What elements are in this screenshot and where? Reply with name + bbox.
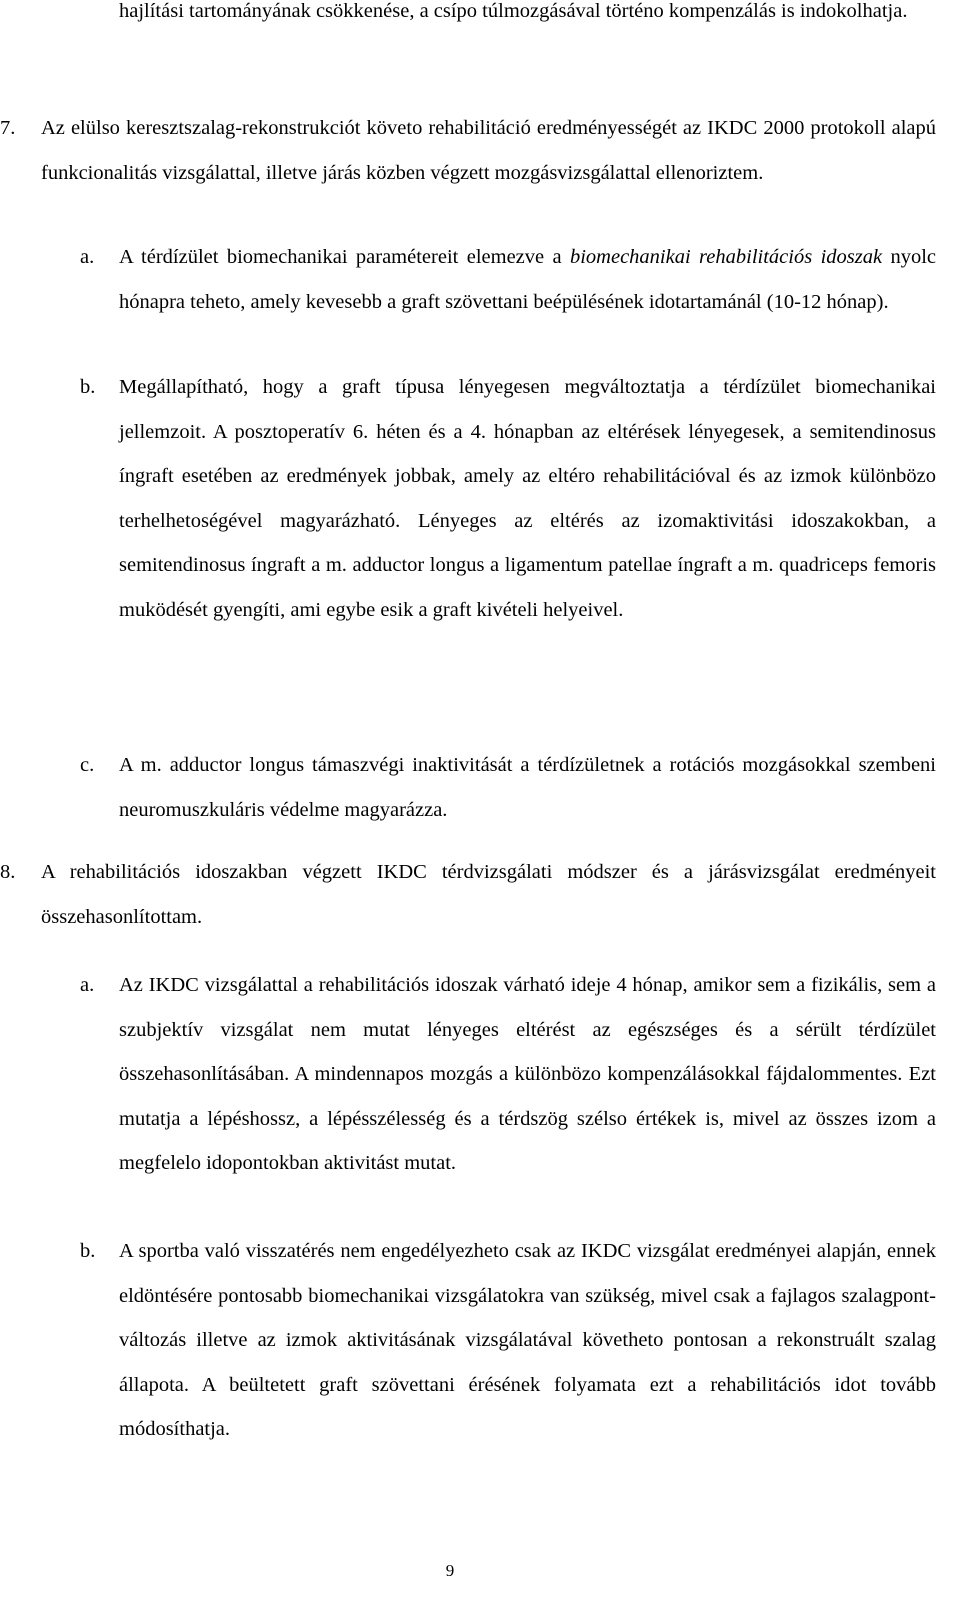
sub-item-8b [80,1229,936,1452]
italic-term: biomechanikai rehabilitációs idoszak [569,246,883,268]
sub-item-8a [80,963,936,1186]
item-text: A rehabilitációs idoszakban végzett IKDC térdvizsgálati módszer és a járásvizsgálat eredményeit összehasonlítottam. [41,861,936,928]
item-number: 7. [0,117,16,139]
continuation-paragraph: hajlítási tartományának csökkenése, a csípo túlmozgásával történo kompenzálás is indokolhatja. [119,0,908,22]
sub-item-text: Megállapítható, hogy a graft típusa lényegesen megváltoztatja a térdízület biomechanikai jellemzoit. A posztoperatív 6. héten és a 4. hónapban az eltérések lényegesek, a semitendinosus íngraft esetében az eredmények jobbak, amely az eltéro rehabilitációval és az izmok különbözo terhelhetoségével magyarázható. Lényeges az eltérés az izomaktivitási idoszakokban, a semitendinosus íngraft a m. adductor longus a ligamentum patellae íngraft a m. quadriceps femoris muködését gyengíti, ami egybe esik a graft kivételi helyeivel. [119,376,936,621]
item-number: 8. [0,861,16,883]
list-item-7 [0,106,936,195]
sub-item-letter: b. [80,1240,96,1262]
sub-item-7b [80,365,936,632]
list-item-8 [0,850,936,939]
sub-item-letter: c. [80,754,95,776]
sub-item-letter: a. [80,246,95,268]
sub-item-7c [80,743,936,832]
sub-item-letter: a. [80,974,95,996]
item-text: Az elülso keresztszalag-rekonstrukciót követo rehabilitáció eredményességét az IKDC 2000 protokoll alapú funkcionalitás vizsgálattal, illetve járás közben végzett mozgásvizsgálattal ellenoriztem. [41,117,936,184]
sub-item-text: Az IKDC vizsgálattal a rehabilitációs idoszak várható ideje 4 hónap, amikor sem a fizikális, sem a szubjektív vizsgálat nem mutat lényeges eltérést az egészséges és a sérült térdízület összehasonlításában. A mindennapos mozgás a különbözo kompenzálásokkal fájdalommentes. Ezt mutatja a lépéshossz, a lépésszélesség és a térdszög szélso értékek is, mivel az összes izom a megfelelo idopontokban aktivitást mutat. [119,974,936,1174]
sub-item-text: A térdízület biomechanikai paramétereit elemezve a biomechanikai rehabilitációs idoszak nyolc hónapra teheto, amely kevesebb a graft szövettani beépülésének idotartamánál (10-12 hónap). [119,246,937,313]
page-number: 9 [445,1561,455,1580]
sub-item-text: A m. adductor longus támaszvégi inaktivitását a térdízületnek a rotációs mozgásokkal szembeni neuromuszkuláris védelme magyarázza. [119,754,936,821]
sub-item-7a [80,235,936,324]
sub-item-letter: b. [80,376,96,398]
sub-item-text: A sportba való visszatérés nem engedélyezheto csak az IKDC vizsgálat eredményei alapján, ennek eldöntésére pontosabb biomechanikai vizsgálatokra van szükség, mivel csak a fajlagos szalagpont-változás illetve az izmok aktivitásának vizsgálatával követheto pontosan a rekonstruált szalag állapota. A beültetett graft szövettani érésének folyamata ezt a rehabilitációs idot tovább módosíthatja. [119,1240,936,1440]
